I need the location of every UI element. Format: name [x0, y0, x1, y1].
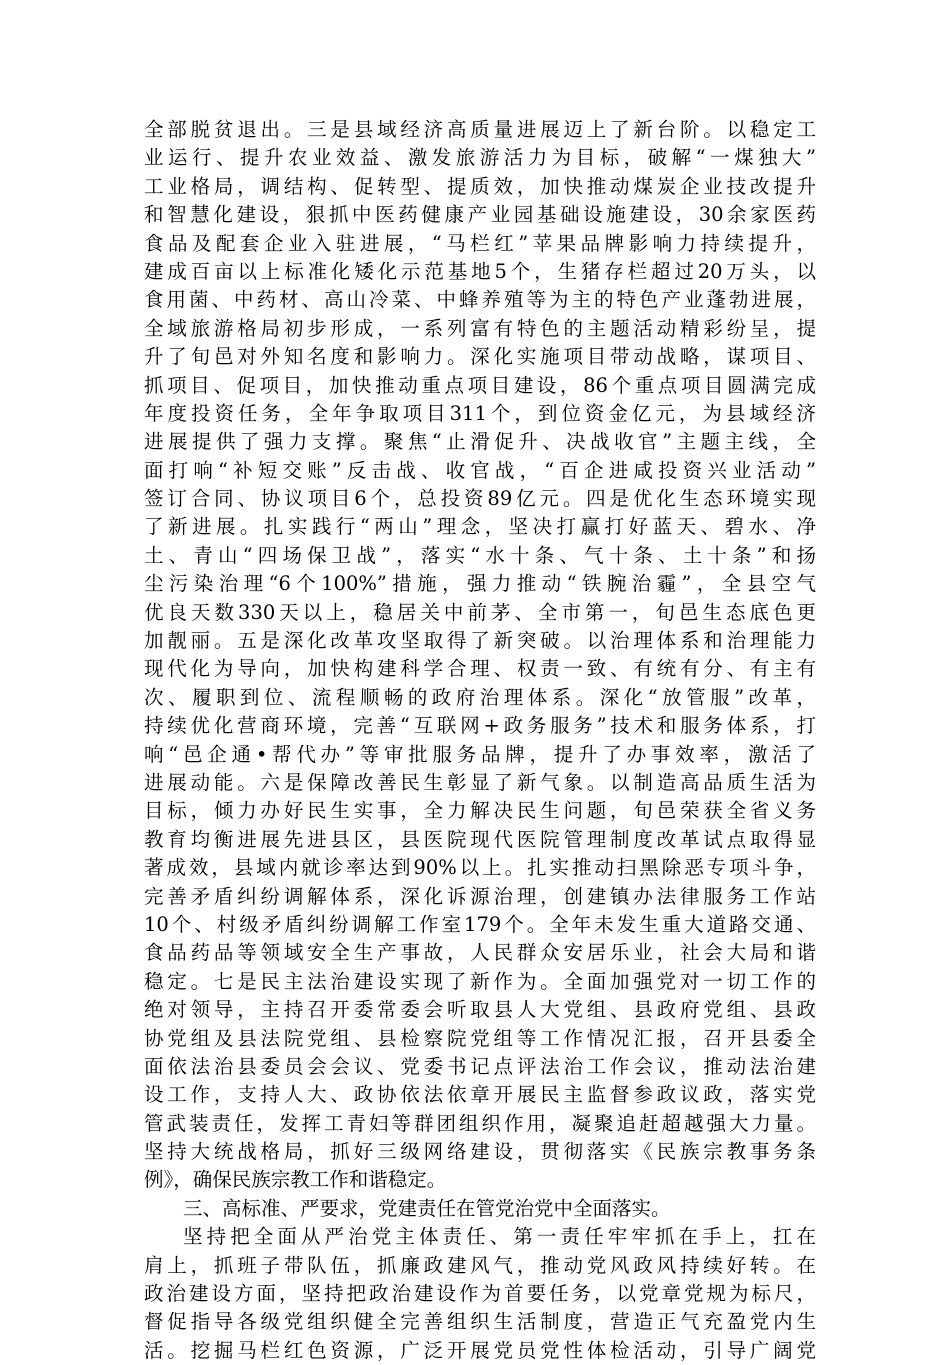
text-line: 次、履职到位、流程顺畅的政府治理体系。深化“放管服”改革， [144, 685, 816, 709]
text-line: 签订合同、协议项目6个，总投资89亿元。四是优化生态环境实现 [144, 487, 816, 511]
text-line: 稳定。七是民主法治建设实现了新作为。全面加强党对一切工作的 [144, 969, 816, 993]
text-line: 10个、村级矛盾纠纷调解工作室179个。全年未发生重大道路交通、 [144, 912, 816, 936]
text-line: 政治建设方面，坚持把政治建设作为首要任务，以党章党规为标尺， [144, 1282, 816, 1306]
text-line: 食品及配套企业入驻进展，“马栏红”苹果品牌影响力持续提升， [144, 231, 816, 255]
text-line: 持续优化营商环境，完善“互联网+政务服务”技术和服务体系，打 [144, 714, 816, 738]
text-line: 全域旅游格局初步形成，一系列富有特色的主题活动精彩纷呈，提 [144, 316, 816, 340]
text-line: 督促指导各级党组织健全完善组织生活制度，营造正气充盈党内生 [144, 1310, 816, 1334]
text-line: 业运行、提升农业效益、激发旅游活力为目标，破解“一煤独大” [144, 146, 816, 170]
text-line: 进展提供了强力支撑。聚焦“止滑促升、决战收官”主题主线，全 [144, 430, 816, 454]
text-line: 肩上，抓班子带队伍，抓廉政建风气，推动党风政风持续好转。在 [144, 1253, 816, 1277]
text-line: 食品药品等领域安全生产事故，人民群众安居乐业，社会大局和谐 [144, 941, 816, 965]
text-line: 教育均衡进展先进县区，县医院现代医院管理制度改革试点取得显 [144, 827, 816, 851]
text-line: 完善矛盾纠纷调解体系，深化诉源治理，创建镇办法律服务工作站 [144, 884, 816, 908]
text-line: 加靓丽。五是深化改革攻坚取得了新突破。以治理体系和治理能力 [144, 629, 816, 653]
text-line: 管武装责任，发挥工青妇等群团组织作用，凝聚追赶超越强大力量。 [144, 1111, 816, 1135]
text-line: 协党组及县法院党组、县检察院党组等工作情况汇报，召开县委全 [144, 1026, 816, 1050]
text-line: 土、青山“四场保卫战”，落实“水十条、气十条、土十条”和扬 [144, 543, 816, 567]
text-line: 建成百亩以上标准化矮化示范基地5个，生猪存栏超过20万头，以 [144, 259, 816, 283]
text-line: 目标，倾力办好民生实事，全力解决民生问题，旬邑荣获全省义务 [144, 799, 816, 823]
text-line: 现代化为导向，加快构建科学合理、权责一致、有统有分、有主有 [144, 657, 816, 681]
text-line: 年度投资任务，全年争取项目311个，到位资金亿元，为县域经济 [144, 401, 816, 425]
text-line: 全部脱贫退出。三是县域经济高质量进展迈上了新台阶。以稳定工 [144, 118, 816, 141]
text-line: 三、高标准、严要求，党建责任在管党治党中全面落实。 [183, 1196, 671, 1220]
body-text [144, 116, 816, 1365]
text-line: 尘污染治理“6个100%”措施，强力推动“铁腕治霾”，全县空气 [144, 572, 816, 596]
text-line: 了新进展。扎实践行“两山”理念，坚决打赢打好蓝天、碧水、净 [144, 515, 816, 539]
text-line: 升了旬邑对外知名度和影响力。深化实施项目带动战略，谋项目、 [144, 345, 816, 369]
text-line: 进展动能。六是保障改善民生彰显了新气象。以制造高品质生活为 [144, 770, 816, 794]
text-line: 绝对领导，主持召开委常委会听取县人大党组、县政府党组、县政 [144, 998, 816, 1022]
text-line: 著成效，县域内就诊率达到90%以上。扎实推动扫黑除恶专项斗争， [144, 856, 816, 880]
text-line: 面依法治县委员会会议、党委书记点评法治工作会议，推动法治建 [144, 1054, 816, 1078]
text-line: 抓项目、促项目，加快推动重点项目建设，86个重点项目圆满完成 [144, 373, 816, 397]
text-line: 设工作，支持人大、政协依法依章开展民主监督参政议政，落实党 [144, 1083, 816, 1107]
text-line: 例》，确保民族宗教工作和谐稳定。 [144, 1168, 447, 1192]
text-line: 坚持大统战格局，抓好三级网络建设，贯彻落实《民族宗教事务条 [144, 1140, 816, 1164]
text-line: 面打响“补短交账”反击战、收官战，“百企进咸投资兴业活动” [144, 458, 816, 482]
text-line: 和智慧化建设，狠抓中医药健康产业园基础设施建设，30余家医药 [144, 203, 816, 227]
text-line: 响“邑企通•帮代办”等审批服务品牌，提升了办事效率，激活了 [144, 742, 816, 766]
text-line: 活。挖掘马栏红色资源，广泛开展党员党性体检活动，引导广阔党 [144, 1338, 816, 1362]
text-line: 坚持把全面从严治党主体责任、第一责任牢牢抓在手上，扛在 [183, 1225, 816, 1249]
text-line: 工业格局，调结构、促转型、提质效，加快推动煤炭企业技改提升 [144, 174, 816, 198]
text-line: 优良天数330天以上，稳居关中前茅、全市第一，旬邑生态底色更 [144, 600, 816, 624]
text-line: 食用菌、中药材、高山冷菜、中蜂养殖等为主的特色产业蓬勃进展， [144, 288, 816, 312]
